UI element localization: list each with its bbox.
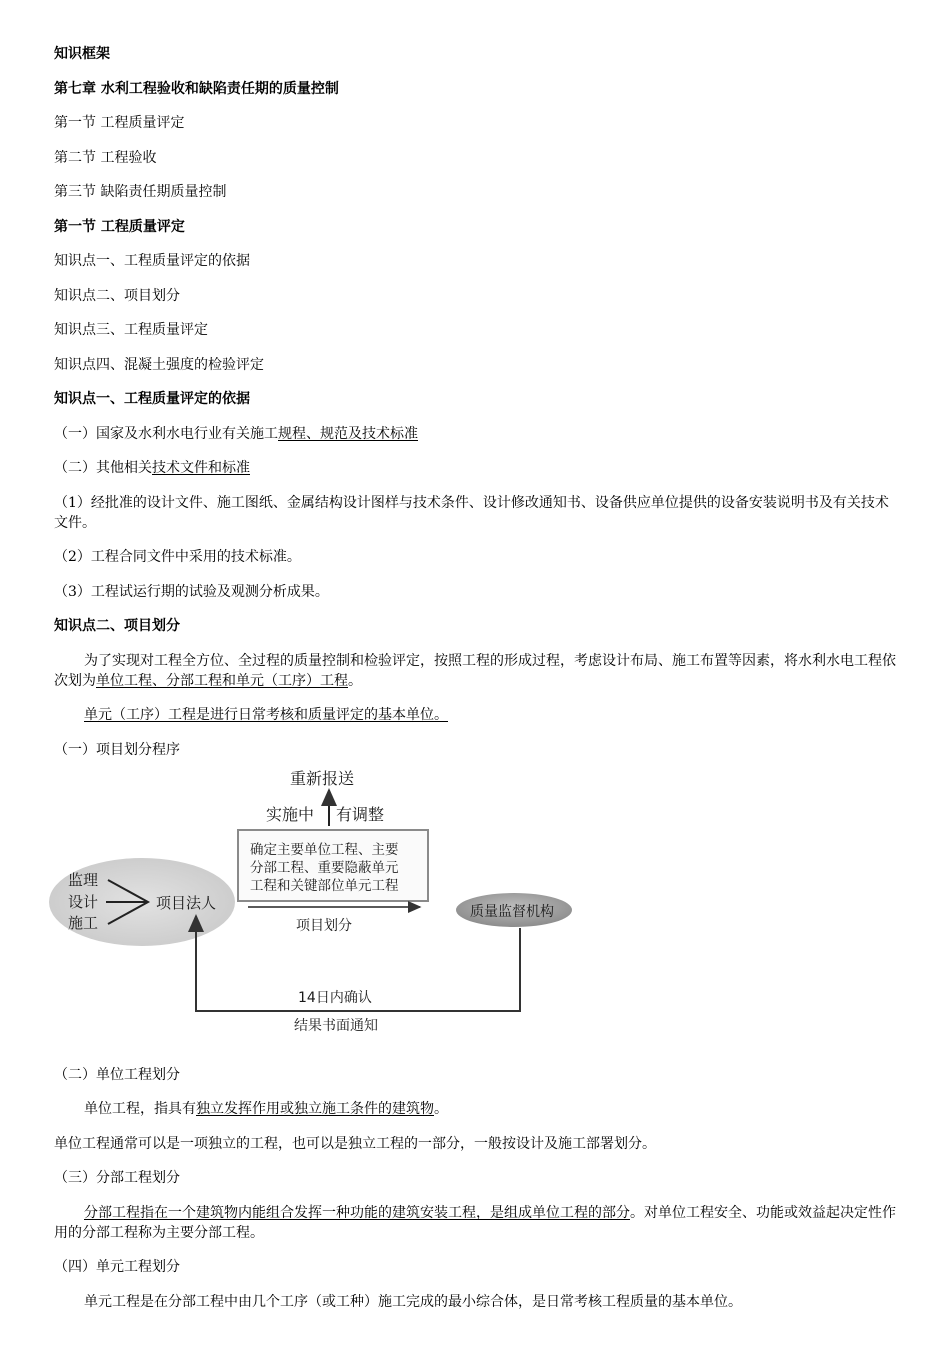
framework-heading: 知识框架 <box>54 46 110 62</box>
section1-heading: 第一节 工程质量评定 <box>54 218 185 235</box>
chapter-title: 第七章 水利工程验收和缺陷责任期的质量控制 <box>54 80 339 97</box>
kp2-para1: 为了实现对工程全方位、全过程的质量控制和检验评定，按照工程的形成过程，考虑设计布局、施工布置等因素，将水利水电工程依次划为单位工程、分部工程和单元（工序）工程。 <box>54 652 896 689</box>
box-line-2: 分部工程、重要隐蔽单元 <box>250 859 399 876</box>
box-line-3: 工程和关键部位单元工程 <box>250 877 399 894</box>
in-progress-label: 实施中 <box>266 804 315 824</box>
kp2-heading: 知识点二、项目划分 <box>54 618 180 634</box>
design-label: 设计 <box>68 892 99 911</box>
kp1-sub1: （1）经批准的设计文件、施工图纸、金属结构设计图样与技术条件、设计修改通知书、设备供应单位提供的设备安装说明书及有关技术文件。 <box>54 494 889 531</box>
element-paragraph: 单元工程是在分部工程中由几个工序（或工种）施工完成的最小综合体，是日常考核工程质量的基本单位。 <box>84 1293 742 1310</box>
construction-label: 施工 <box>68 913 99 932</box>
adjust-label: 有调整 <box>336 804 385 824</box>
knowledge-point-3: 知识点三、工程质量评定 <box>54 322 208 338</box>
framework-section-2: 第二节 工程验收 <box>54 149 157 166</box>
division-label: 项目划分 <box>296 917 352 934</box>
kp1-sub3: （3）工程试运行期的试验及观测分析成果。 <box>54 583 329 600</box>
kp2-para2: 单元（工序）工程是进行日常考核和质量评定的基本单位。 <box>84 707 448 723</box>
resubmit-label: 重新报送 <box>290 768 355 788</box>
notify-label: 结果书面通知 <box>294 1017 378 1034</box>
part-definition: 分部工程指在一个建筑物内能组合发挥一种功能的建筑安装工程，是组成单位工程的部分。对单位工程安全、功能或效益起决定性作用的分部工程称为主要分部工程。 <box>54 1204 896 1241</box>
kp2-sub2-title: （二）单位工程划分 <box>54 1066 180 1083</box>
kp2-sub4-title: （四）单元工程划分 <box>54 1259 180 1275</box>
supervisor-label: 质量监督机构 <box>470 903 554 920</box>
box-line-1: 确定主要单位工程、主要 <box>250 841 399 858</box>
knowledge-point-1: 知识点一、工程质量评定的依据 <box>54 253 250 269</box>
supervision-label: 监理 <box>68 870 99 889</box>
owner-label: 项目法人 <box>156 893 217 912</box>
knowledge-point-4: 知识点四、混凝土强度的检验评定 <box>54 356 264 373</box>
kp1-heading: 知识点一、工程质量评定的依据 <box>54 391 250 407</box>
kp1-item2: （二）其他相关技术文件和标准 <box>54 460 250 476</box>
project-division-flowchart <box>48 764 608 1054</box>
framework-section-3: 第三节 缺陷责任期质量控制 <box>54 184 227 200</box>
framework-section-1: 第一节 工程质量评定 <box>54 115 185 131</box>
kp2-sub3-title: （三）分部工程划分 <box>54 1170 180 1186</box>
knowledge-point-2: 知识点二、项目划分 <box>54 287 180 304</box>
document-page <box>54 44 899 1312</box>
unit-definition: 单位工程，指具有独立发挥作用或独立施工条件的建筑物。 <box>84 1101 448 1117</box>
kp1-item1: （一）国家及水利水电行业有关施工规程、规范及技术标准 <box>54 425 418 442</box>
kp2-sub1-title: （一）项目划分程序 <box>54 741 180 758</box>
kp1-sub2: （2）工程合同文件中采用的技术标准。 <box>54 549 301 565</box>
confirm-label: 14日内确认 <box>298 989 372 1006</box>
unit-paragraph: 单位工程通常可以是一项独立的工程，也可以是独立工程的一部分，一般按设计及施工部署划分。 <box>54 1135 656 1152</box>
